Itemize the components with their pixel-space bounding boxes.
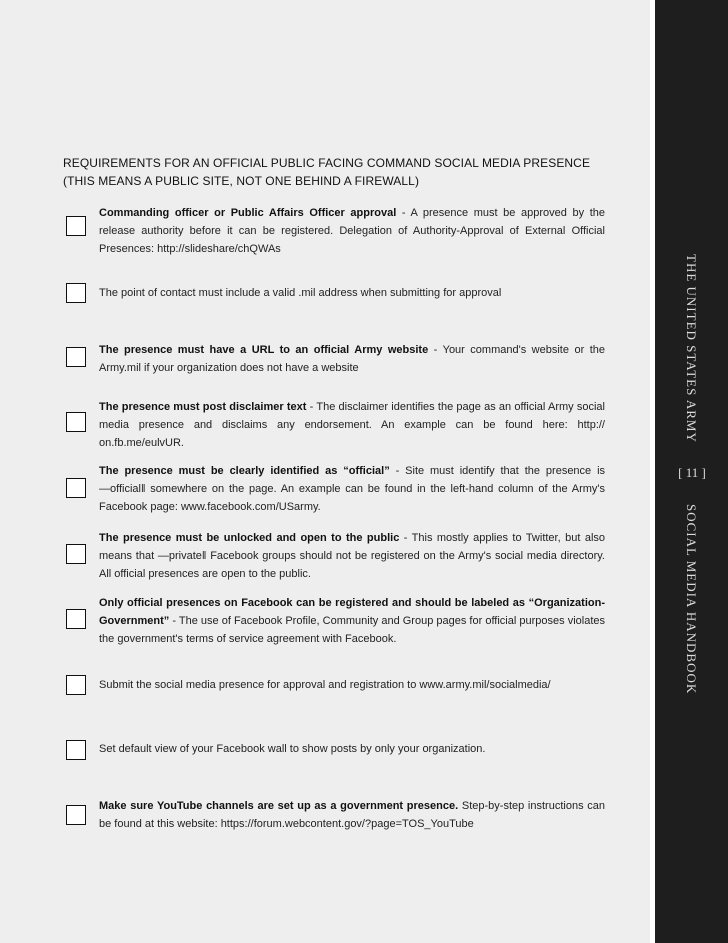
heading-line-2: (THIS MEANS A PUBLIC SITE, NOT ONE BEHIND A FIREWALL) bbox=[63, 174, 420, 188]
item-bold-text: The presence must post disclaimer text bbox=[99, 401, 307, 413]
item-text bbox=[99, 594, 605, 648]
checkbox[interactable] bbox=[66, 544, 86, 564]
item-bold-text: The presence must have a URL to an official Army website bbox=[99, 344, 429, 356]
item-bold-text: Commanding officer or Public Affairs Officer approval bbox=[99, 207, 397, 219]
item-body-text: - Site must identify that the presence is ―officialǁ somewhere on the page. An example can be found in the left-hand column of the Army's Facebook page: www.facebook.com/USarmy. bbox=[99, 465, 606, 513]
checkbox[interactable] bbox=[66, 478, 86, 498]
item-text bbox=[99, 341, 605, 377]
item-body-text: - Your command's website or the Army.mil if your organization does not have a website bbox=[99, 344, 605, 374]
page-number: [ 11 ] bbox=[678, 465, 706, 480]
item-body-text: Set default view of your Facebook wall to show posts by only your organization. bbox=[99, 743, 486, 755]
sidebar-title-army: THE UNITED STATES ARMY bbox=[684, 254, 699, 443]
item-bold-text: Only official presences on Facebook can be registered and should be labeled as “Organization-Government” bbox=[99, 597, 605, 627]
item-body-text: The point of contact must include a valid .mil address when submitting for approval bbox=[99, 287, 502, 299]
item-text bbox=[99, 529, 605, 583]
item-text bbox=[99, 676, 605, 694]
checkbox[interactable] bbox=[66, 347, 86, 367]
item-bold-text: Make sure YouTube channels are set up as a government presence. bbox=[99, 800, 459, 812]
checkbox[interactable] bbox=[66, 805, 86, 825]
item-text bbox=[99, 204, 605, 258]
item-body-text: - The disclaimer identifies the page as an official Army social media presence and disclaims any endorsement. An example can be found here: http:// on.fb.me/eulvUR. bbox=[99, 401, 605, 449]
checkbox[interactable] bbox=[66, 412, 86, 432]
heading-line-1: REQUIREMENTS FOR AN OFFICIAL PUBLIC FACING COMMAND SOCIAL MEDIA PRESENCE bbox=[63, 156, 591, 170]
item-body-text: Step-by-step instructions can be found at this website: https://forum.webcontent.gov/?page=TOS_YouTube bbox=[99, 800, 605, 830]
checkbox[interactable] bbox=[66, 216, 86, 236]
item-body-text: - A presence must be approved by the release authority before it can be registered. Delegation of Authority-Approval of External Official Presences: http://slideshare/chQWAs bbox=[99, 207, 605, 255]
item-body-text: Submit the social media presence for approval and registration to www.army.mil/socialmedia/ bbox=[99, 679, 551, 691]
item-text bbox=[99, 462, 605, 516]
checkbox[interactable] bbox=[66, 675, 86, 695]
checkbox[interactable] bbox=[66, 283, 86, 303]
requirements-heading bbox=[63, 154, 643, 190]
checkbox[interactable] bbox=[66, 609, 86, 629]
item-bold-text: The presence must be clearly identified as “official” bbox=[99, 465, 390, 477]
item-text bbox=[99, 284, 605, 302]
item-text bbox=[99, 740, 605, 758]
item-bold-text: The presence must be unlocked and open to the public bbox=[99, 532, 400, 544]
item-text bbox=[99, 398, 605, 452]
checkbox[interactable] bbox=[66, 740, 86, 760]
sidebar-title-handbook: SOCIAL MEDIA HANDBOOK bbox=[684, 504, 699, 695]
item-body-text: - This mostly applies to Twitter, but also means that ―privateǁ Facebook groups should not be registered on the Army's social media directory. All official presences are open to the public. bbox=[99, 532, 606, 580]
item-text bbox=[99, 797, 605, 833]
item-body-text: - The use of Facebook Profile, Community and Group pages for official purposes violates the government's terms of service agreement with Facebook. bbox=[99, 615, 605, 645]
